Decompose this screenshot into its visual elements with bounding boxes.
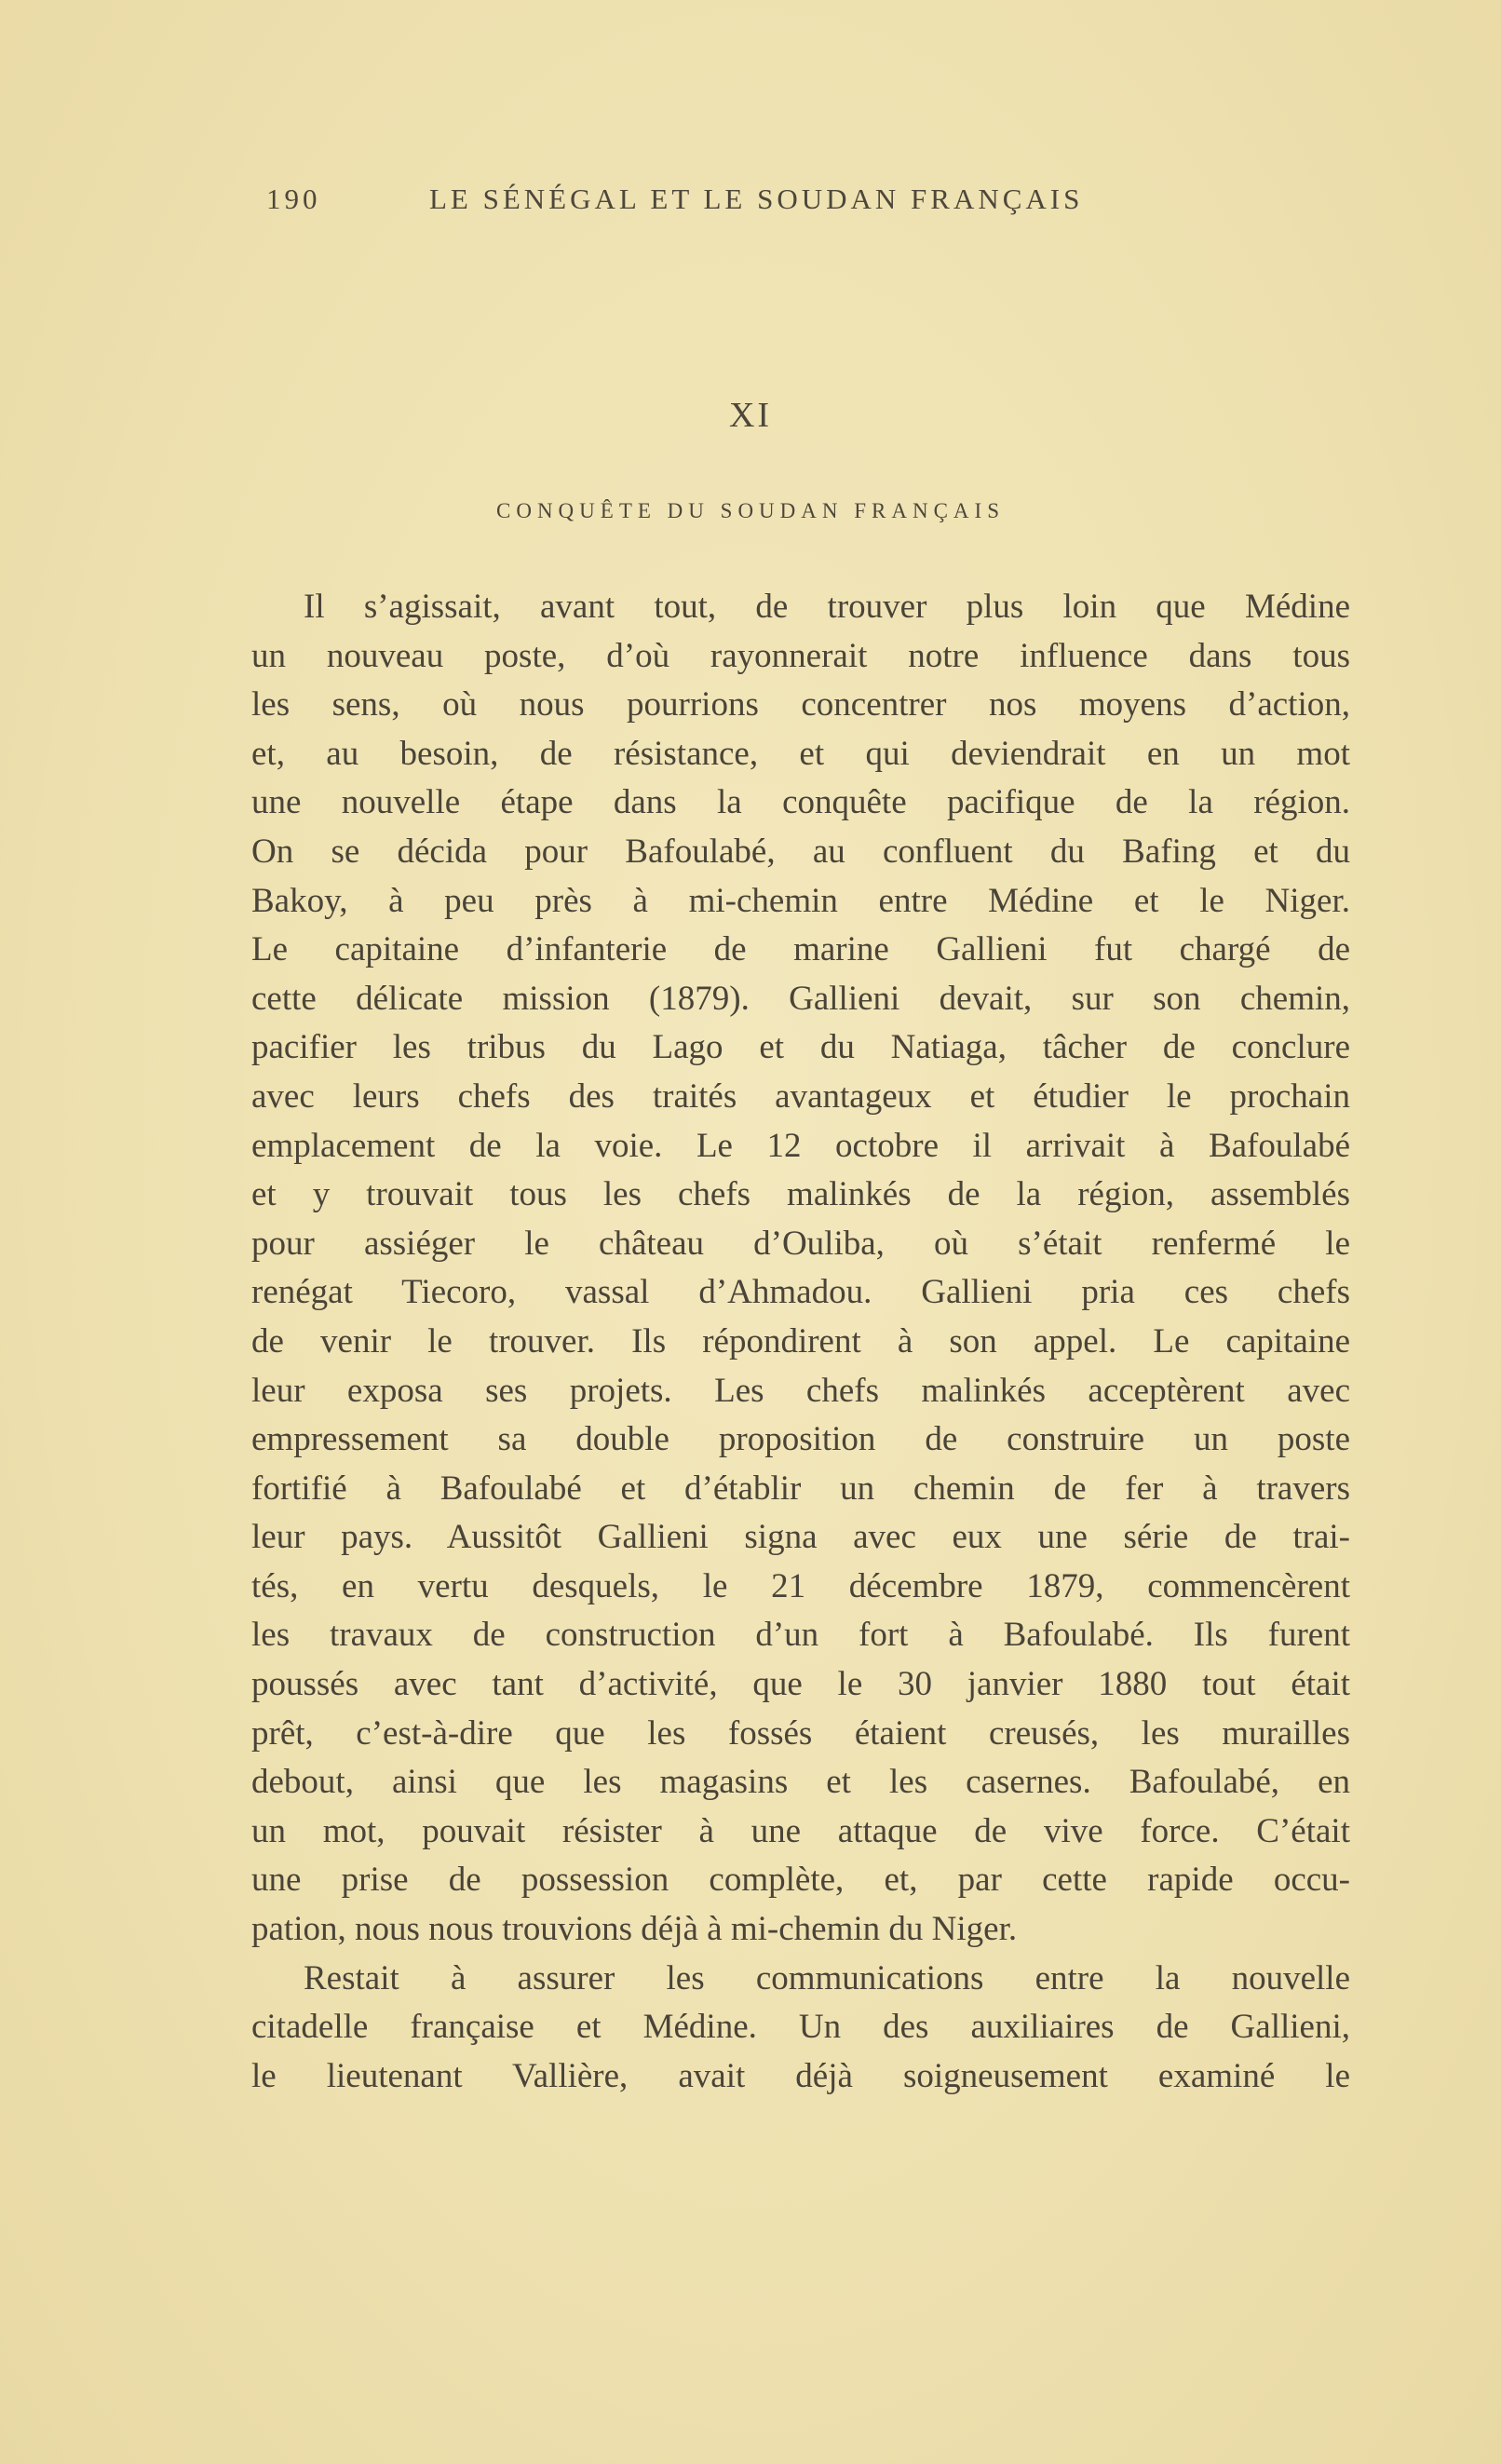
text-line: leur pays. Aussitôt Gallieni signa avec eux une série de trai- [251,1518,1350,1557]
text-line: leur exposa ses projets. Les chefs malinkés acceptèrent avec [251,1371,1350,1410]
text-line: Le capitaine d’infanterie de marine Gallieni fut chargé de [251,930,1350,969]
text-line: On se décida pour Bafoulabé, au confluent du Bafing et du [251,832,1350,871]
text-line: une nouvelle étape dans la conquête pacifique de la région. [251,783,1350,822]
chapter-title: CONQUÊTE DU SOUDAN FRANÇAIS [496,499,1005,522]
text-line: emplacement de la voie. Le 12 octobre il arrivait à Bafoulabé [251,1126,1350,1165]
text-line: pacifier les tribus du Lago et du Natiaga, tâcher de conclure [251,1028,1350,1067]
text-line: empressement sa double proposition de construire un poste [251,1420,1350,1459]
text-line: de venir le trouver. Ils répondirent à son appel. Le capitaine [251,1321,1350,1361]
text-line: le lieutenant Vallière, avait déjà soigneusement examiné le [251,2056,1350,2095]
text-line: Il s’agissait, avant tout, de trouver plus loin que Médine [304,588,1350,626]
text-line: debout, ainsi que les magasins et les casernes. Bafoulabé, en [251,1763,1350,1802]
body-text [251,583,1350,2101]
text-line: Restait à assurer les communications entre la nouvelle [304,1958,1350,1997]
text-line: Bakoy, à peu près à mi-chemin entre Médine et le Niger. [251,881,1350,920]
text-line: un mot, pouvait résister à une attaque de vive force. C’était [251,1811,1350,1850]
text-line: citadelle française et Médine. Un des auxiliaires de Gallieni, [251,2008,1350,2047]
text-line: les sens, où nous pourrions concentrer nos moyens d’action, [251,685,1350,724]
text-line: et y trouvait tous les chefs malinkés de la région, assemblés [251,1175,1350,1214]
text-line: et, au besoin, de résistance, et qui deviendrait en un mot [251,734,1350,773]
chapter-number: XI [728,396,773,435]
text-line: pour assiéger le château d’Ouliba, où s’était renfermé le [251,1224,1350,1263]
running-head [266,183,1197,220]
text-line: renégat Tiecoro, vassal d’Ahmadou. Gallieni pria ces chefs [251,1273,1350,1312]
text-line: un nouveau poste, d’où rayonnerait notre influence dans tous [251,636,1350,675]
text-line: poussés avec tant d’activité, que le 30 janvier 1880 tout était [251,1665,1350,1704]
text-line: une prise de possession complète, et, par cette rapide occu- [251,1861,1350,1900]
text-line: les travaux de construction d’un fort à Bafoulabé. Ils furent [251,1616,1350,1655]
text-line: prêt, c’est-à-dire que les fossés étaient creusés, les murailles [251,1713,1350,1753]
text-line: avec leurs chefs des traités avantageux et étudier le prochain [251,1076,1350,1116]
text-line: fortifié à Bafoulabé et d’établir un chemin de fer à travers [251,1469,1350,1508]
text-line: cette délicate mission (1879). Gallieni devait, sur son chemin, [251,979,1350,1018]
text-line: pation, nous nous trouvions déjà à mi-chemin du Niger. [251,1910,1018,1949]
running-title: LE SÉNÉGAL ET LE SOUDAN FRANÇAIS [429,183,1084,215]
page-number: 190 [266,183,321,215]
text-line: tés, en vertu desquels, le 21 décembre 1879, commencèrent [251,1566,1350,1605]
